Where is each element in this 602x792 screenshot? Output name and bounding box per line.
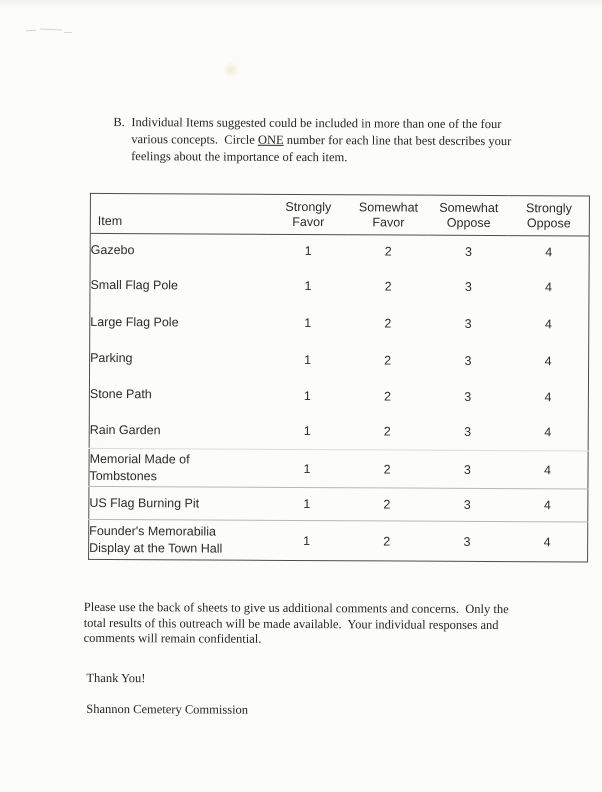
item-label: Memorial Made of Tombstones (89, 451, 190, 483)
closing-paragraph (84, 600, 564, 649)
item-label: Large Flag Pole (90, 314, 179, 329)
rating-option: 1 (303, 461, 311, 476)
survey-table (88, 193, 590, 563)
item-label: Parking (90, 350, 133, 366)
rating-option: 4 (544, 353, 552, 368)
section-label: B. (113, 115, 125, 130)
header-item: Item (90, 193, 268, 234)
item-label: Gazebo (90, 242, 135, 257)
rating-option: 2 (383, 388, 392, 403)
rating-option: 2 (383, 461, 391, 476)
rating-option: 4 (544, 280, 553, 295)
intro-paragraph (131, 114, 553, 167)
table-row (90, 266, 589, 306)
rating-option: 3 (463, 497, 471, 512)
rating-option: 1 (304, 279, 312, 294)
closing-line-1: Please use the back of sheets to give us additional comments and concerns. Only the (83, 599, 509, 617)
item-label: Founder's Memorabilia Display at the Town Hall (89, 523, 223, 556)
table-row (89, 519, 588, 562)
rating-option: 4 (545, 245, 553, 260)
rating-option: 2 (383, 533, 391, 548)
item-label: US Flag Burning Pit (89, 495, 200, 510)
table-row (90, 233, 589, 269)
rating-option: 2 (384, 279, 392, 294)
table-row (90, 340, 589, 379)
header-strongly-favor: Strongly Favor (268, 194, 348, 234)
table-row (89, 412, 588, 451)
rating-option: 2 (383, 497, 391, 512)
rating-option: 3 (464, 279, 472, 294)
item-label: Rain Garden (89, 422, 161, 438)
rating-option: 2 (384, 316, 392, 331)
header-somewhat-oppose: Somewhat Oppose (428, 195, 509, 235)
intro-line-2-post: number for each line that best describes your (283, 132, 512, 149)
rating-option: 1 (303, 424, 311, 439)
rating-option: 2 (384, 244, 392, 259)
rating-option: 1 (304, 352, 312, 367)
rating-option: 1 (303, 497, 311, 512)
table-row (89, 376, 588, 415)
rating-option: 4 (544, 389, 552, 404)
rating-option: 3 (465, 245, 473, 260)
rating-option: 3 (463, 534, 471, 549)
rating-option: 4 (544, 462, 552, 477)
item-label: Stone Path (89, 386, 152, 402)
intro-line-3: feelings about the importance of each item. (131, 149, 348, 165)
rating-option: 1 (304, 244, 312, 259)
table-header-row (90, 193, 589, 236)
rating-option: 4 (543, 534, 551, 549)
table-row (89, 448, 588, 489)
intro-line-2-pre: various concepts. Circle (131, 132, 258, 147)
rating-option: 2 (384, 352, 392, 367)
rating-option: 4 (544, 317, 552, 332)
thank-you-text: Thank You! (86, 670, 146, 686)
rating-option: 3 (464, 389, 472, 404)
rating-option: 3 (464, 316, 472, 331)
table-row (90, 303, 589, 343)
closing-line-3: comments will remain confidential. (83, 630, 262, 646)
rating-option: 4 (544, 425, 552, 440)
rating-option: 1 (303, 533, 311, 548)
header-somewhat-favor: Somewhat Favor (348, 195, 429, 235)
rating-option: 3 (464, 425, 472, 440)
rating-option: 3 (464, 353, 472, 368)
rating-option: 3 (463, 462, 471, 477)
header-strongly-oppose: Strongly Oppose (509, 196, 590, 236)
underlined-one: ONE (257, 132, 284, 147)
signature-text: Shannon Cemetery Commission (86, 701, 249, 717)
intro-line-1: Individual Items suggested could be included in more than one of the four (131, 115, 502, 132)
item-label: Small Flag Pole (90, 277, 179, 292)
closing-line-2: total results of this outreach will be made available. Your individual responses and (83, 615, 499, 632)
rating-option: 4 (543, 498, 551, 513)
rating-option: 1 (303, 388, 311, 403)
rating-option: 1 (304, 316, 312, 331)
rating-option: 2 (383, 424, 391, 439)
intro-section (113, 114, 553, 167)
table-row (89, 486, 588, 522)
intro-line-2 (131, 131, 553, 150)
